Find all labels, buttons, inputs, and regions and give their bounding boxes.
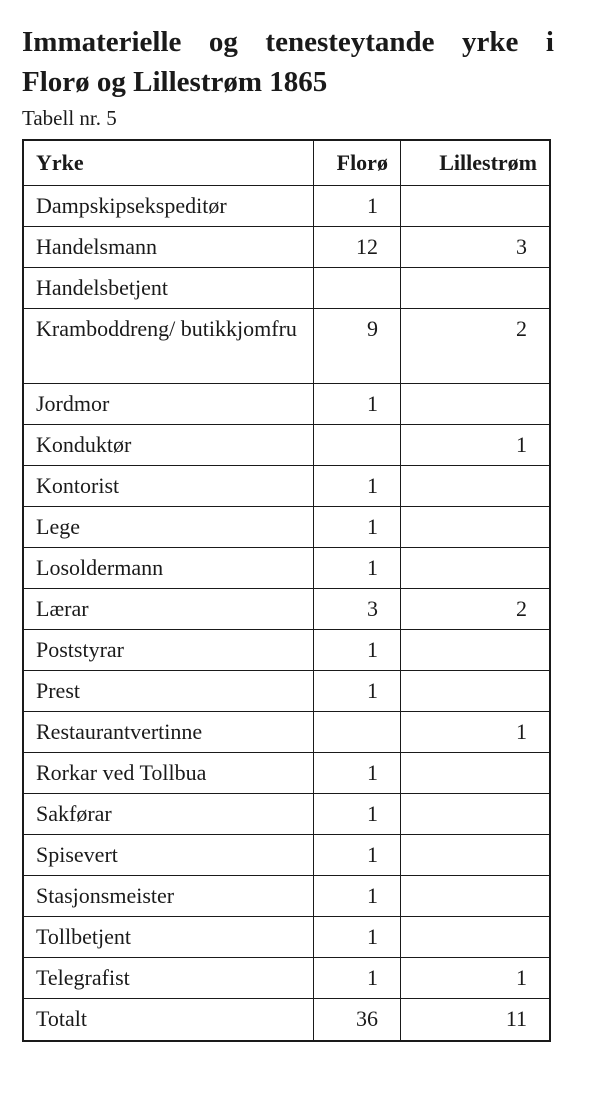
cell-floro: 1 [314,752,401,793]
table-row [23,957,550,998]
table-row [23,185,550,226]
cell-lillestrom [400,875,550,916]
cell-yrke: Sakførar [23,793,314,834]
cell-floro: 3 [314,588,401,629]
header-floro: Florø [314,140,401,185]
cell-floro: 1 [314,670,401,711]
cell-lillestrom [400,793,550,834]
table-row [23,506,550,547]
cell-floro [314,424,401,465]
total-floro: 36 [314,998,401,1041]
table-row [23,588,550,629]
cell-lillestrom [400,383,550,424]
table-row [23,875,550,916]
table-row [23,670,550,711]
cell-lillestrom [400,629,550,670]
table-row [23,547,550,588]
cell-floro: 1 [314,916,401,957]
cell-lillestrom: 2 [400,588,550,629]
cell-floro: 1 [314,383,401,424]
cell-lillestrom: 3 [400,226,550,267]
table-row [23,226,550,267]
title-line-2: Florø og Lillestrøm 1865 [22,66,328,98]
table-total-row [23,998,550,1041]
cell-yrke: Konduktør [23,424,314,465]
table-row [23,383,550,424]
cell-floro [314,711,401,752]
table-row [23,711,550,752]
cell-lillestrom: 1 [400,711,550,752]
cell-floro: 1 [314,506,401,547]
cell-yrke: Jordmor [23,383,314,424]
cell-floro: 1 [314,547,401,588]
cell-floro [314,267,401,308]
cell-yrke: Handelsmann [23,226,314,267]
cell-floro: 1 [314,957,401,998]
cell-yrke: Lege [23,506,314,547]
table-row [23,465,550,506]
cell-lillestrom [400,547,550,588]
table-row [23,752,550,793]
cell-floro: 1 [314,793,401,834]
cell-yrke: Tollbetjent [23,916,314,957]
page-title [22,22,554,102]
cell-yrke: Poststyrar [23,629,314,670]
table-row [23,793,550,834]
cell-yrke: Lærar [23,588,314,629]
table-row [23,308,550,383]
cell-floro: 1 [314,629,401,670]
table-row [23,834,550,875]
cell-floro: 1 [314,465,401,506]
table-row [23,629,550,670]
cell-yrke: Handelsbetjent [23,267,314,308]
cell-yrke: Prest [23,670,314,711]
table-row [23,424,550,465]
cell-yrke: Kramboddreng/ butikkjomfru [23,308,314,383]
table-row [23,916,550,957]
cell-yrke: Spisevert [23,834,314,875]
cell-lillestrom [400,752,550,793]
cell-lillestrom [400,916,550,957]
cell-lillestrom: 1 [400,957,550,998]
cell-yrke: Telegrafist [23,957,314,998]
cell-floro: 12 [314,226,401,267]
total-lillestrom: 11 [400,998,550,1041]
table-row [23,267,550,308]
cell-yrke: Rorkar ved Tollbua [23,752,314,793]
cell-yrke: Dampskipsekspeditør [23,185,314,226]
cell-floro: 1 [314,875,401,916]
cell-lillestrom [400,670,550,711]
table-body [23,185,550,1041]
cell-yrke: Restaurantvertinne [23,711,314,752]
total-label: Totalt [23,998,314,1041]
header-lillestrom: Lillestrøm [400,140,550,185]
cell-yrke: Losoldermann [23,547,314,588]
cell-lillestrom [400,834,550,875]
cell-lillestrom: 2 [400,308,550,383]
cell-floro: 9 [314,308,401,383]
cell-lillestrom [400,465,550,506]
title-line-1: Immaterielle og tenesteytande yrke i [22,26,554,58]
table-caption: Tabell nr. 5 [22,106,117,130]
table-header-row [23,140,550,185]
cell-floro: 1 [314,185,401,226]
cell-lillestrom [400,267,550,308]
cell-lillestrom [400,506,550,547]
cell-floro: 1 [314,834,401,875]
header-yrke: Yrke [23,140,314,185]
cell-yrke: Kontorist [23,465,314,506]
cell-lillestrom: 1 [400,424,550,465]
occupation-table [22,139,551,1042]
cell-yrke: Stasjonsmeister [23,875,314,916]
cell-lillestrom [400,185,550,226]
